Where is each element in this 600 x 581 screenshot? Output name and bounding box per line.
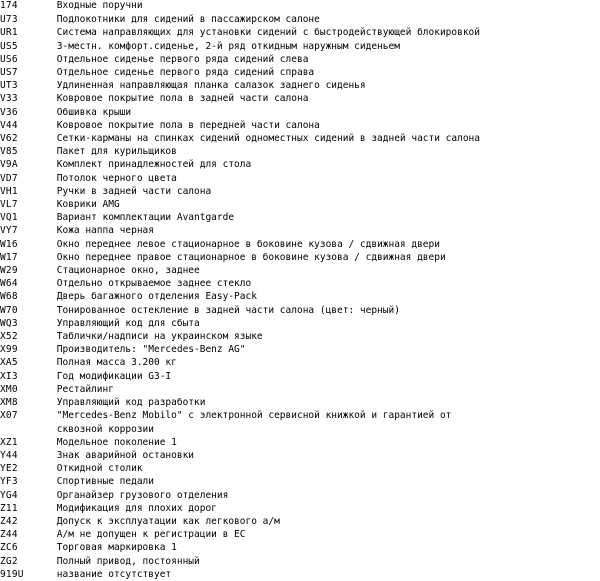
option-code: V9A bbox=[0, 159, 18, 171]
table-row bbox=[0, 290, 600, 303]
option-code: W16 bbox=[0, 238, 18, 250]
option-description: Коврики AMG bbox=[56, 199, 120, 211]
option-code: XM0 bbox=[0, 383, 18, 395]
option-code: VL7 bbox=[0, 199, 18, 211]
option-code: Y44 bbox=[0, 449, 18, 461]
table-row bbox=[0, 13, 600, 26]
option-description: название отсутствует bbox=[56, 568, 172, 580]
table-row bbox=[0, 383, 600, 396]
option-code: US5 bbox=[0, 40, 18, 52]
option-code: W68 bbox=[0, 291, 18, 303]
option-description: Органайзер грузового отделения bbox=[56, 489, 229, 501]
table-row bbox=[0, 277, 600, 290]
option-description: Спортивные педали bbox=[56, 476, 154, 488]
option-code: W70 bbox=[0, 304, 18, 316]
option-description: Удлиненная направляющая планка салазок заднего сиденья bbox=[56, 80, 366, 92]
option-description-continued: сквозной коррозии bbox=[56, 423, 154, 435]
option-code: V62 bbox=[0, 133, 18, 145]
table-row bbox=[0, 92, 600, 105]
option-description: Обшивка крыши bbox=[56, 106, 132, 118]
option-description: Ручки в задней части салона bbox=[56, 185, 212, 197]
option-code: V44 bbox=[0, 119, 18, 131]
option-code: Z11 bbox=[0, 502, 18, 514]
table-row bbox=[0, 106, 600, 119]
table-row bbox=[0, 541, 600, 554]
option-description: Полная масса 3.200 кг bbox=[56, 357, 177, 369]
option-description: Полный привод, постоянный bbox=[56, 555, 200, 567]
table-row bbox=[0, 462, 600, 475]
table-row bbox=[0, 304, 600, 317]
option-code: XI3 bbox=[0, 370, 18, 382]
table-row bbox=[0, 198, 600, 211]
option-code: X52 bbox=[0, 331, 18, 343]
option-code: W17 bbox=[0, 251, 18, 263]
option-description: Сетки-карманы на спинках сидений одноместных сидений в задней части салона bbox=[56, 133, 480, 145]
table-row bbox=[0, 79, 600, 92]
option-code: YE2 bbox=[0, 463, 18, 475]
option-code: W64 bbox=[0, 278, 18, 290]
table-row bbox=[0, 66, 600, 79]
option-description: Год модификации G3-I bbox=[56, 370, 172, 382]
option-code: VD7 bbox=[0, 172, 18, 184]
table-row bbox=[0, 40, 600, 53]
option-description: Управляющий код разработки bbox=[56, 397, 206, 409]
option-code: UR1 bbox=[0, 27, 18, 39]
table-row bbox=[0, 568, 600, 581]
table-row bbox=[0, 343, 600, 356]
option-code: W29 bbox=[0, 265, 18, 277]
option-description: Окно переднее правое стационарное в боковине кузова / сдвижная двери bbox=[56, 251, 446, 263]
table-row bbox=[0, 356, 600, 369]
table-row bbox=[0, 370, 600, 383]
option-description: Модельное поколение 1 bbox=[56, 436, 177, 448]
option-description: Дверь багажного отделения Easy-Pack bbox=[56, 291, 257, 303]
option-description: Торговая маркировка 1 bbox=[56, 542, 177, 554]
option-code: YF3 bbox=[0, 476, 18, 488]
option-description: "Mercedes-Benz Mobilo" с электронной сервисной книжкой и гарантией от bbox=[56, 410, 452, 422]
option-code: X99 bbox=[0, 344, 18, 356]
option-code: 174 bbox=[0, 0, 18, 11]
table-row bbox=[0, 145, 600, 158]
option-code: XA5 bbox=[0, 357, 18, 369]
table-row bbox=[0, 158, 600, 171]
option-description: Комплект принадлежностей для стола bbox=[56, 159, 252, 171]
table-row bbox=[0, 264, 600, 277]
option-description: Подлокотники для сидений в пассажирском салоне bbox=[56, 14, 320, 26]
option-code: US7 bbox=[0, 67, 18, 79]
option-description: Пакет для курильщиков bbox=[56, 146, 177, 158]
option-description: Кожа наппа черная bbox=[56, 225, 154, 237]
option-description: Ковровое покрытие пола в передней части салона bbox=[56, 119, 320, 131]
option-description: Отдельно открываемое заднее стекло bbox=[56, 278, 252, 290]
option-code: WQ3 bbox=[0, 317, 18, 329]
option-description: 3-местн. комфорт.сиденье, 2-й ряд откидным наружным сиденьем bbox=[56, 40, 400, 52]
option-code: VY7 bbox=[0, 225, 18, 237]
table-row bbox=[0, 211, 600, 224]
option-description: Отдельное сиденье первого ряда сидений справа bbox=[56, 67, 315, 79]
option-description: Откидной столик bbox=[56, 463, 143, 475]
table-row bbox=[0, 317, 600, 330]
option-code: ZC6 bbox=[0, 542, 18, 554]
option-description: Входные поручни bbox=[56, 0, 143, 11]
table-row bbox=[0, 26, 600, 39]
table-row bbox=[0, 238, 600, 251]
option-code: Z42 bbox=[0, 515, 18, 527]
option-description: Рестайлинг bbox=[56, 383, 114, 395]
table-row bbox=[0, 185, 600, 198]
table-row bbox=[0, 555, 600, 568]
option-description: Тонированное остекление в задней части салона (цвет: черный) bbox=[56, 304, 400, 316]
option-description: Модификация для плохих дорог bbox=[56, 502, 217, 514]
option-code: U73 bbox=[0, 14, 18, 26]
table-row bbox=[0, 396, 600, 409]
option-description: Потолок черного цвета bbox=[56, 172, 177, 184]
table-row bbox=[0, 502, 600, 515]
option-code: XZ1 bbox=[0, 436, 18, 448]
option-code: XM8 bbox=[0, 397, 18, 409]
option-code: Z44 bbox=[0, 529, 18, 541]
table-row bbox=[0, 172, 600, 185]
option-code: X07 bbox=[0, 410, 18, 422]
option-description: А/м не допущен к регистрации в ЕС bbox=[56, 529, 246, 541]
option-description: Ковровое покрытие пола в задней части салона bbox=[56, 93, 309, 105]
table-row bbox=[0, 436, 600, 449]
option-code: V36 bbox=[0, 106, 18, 118]
option-description: Знак аварийной остановки bbox=[56, 449, 195, 461]
table-row-continuation bbox=[0, 423, 600, 436]
option-code: V33 bbox=[0, 93, 18, 105]
table-row bbox=[0, 0, 600, 12]
option-description: Система направляющих для установки сидений с быстродействующей блокировкой bbox=[56, 27, 480, 39]
option-description: Окно переднее левое стационарное в боковине кузова / сдвижная двери bbox=[56, 238, 440, 250]
option-code: VH1 bbox=[0, 185, 18, 197]
table-row bbox=[0, 251, 600, 264]
option-code-empty bbox=[0, 423, 57, 436]
table-row bbox=[0, 330, 600, 343]
table-row bbox=[0, 475, 600, 488]
option-description: Таблички/надписи на украинском языке bbox=[56, 331, 263, 343]
table-row bbox=[0, 528, 600, 541]
option-code: 919U bbox=[0, 568, 24, 580]
option-description: Управляющий код для сбыта bbox=[56, 317, 200, 329]
option-code: VQ1 bbox=[0, 212, 18, 224]
option-description: Допуск к эксплуатации как легкового а/м bbox=[56, 515, 280, 527]
table-row bbox=[0, 132, 600, 145]
option-description: Отдельное сиденье первого ряда сидений слева bbox=[56, 53, 309, 65]
table-row bbox=[0, 53, 600, 66]
table-row bbox=[0, 515, 600, 528]
option-code: UT3 bbox=[0, 80, 18, 92]
table-row bbox=[0, 119, 600, 132]
option-code: US6 bbox=[0, 53, 18, 65]
table-row bbox=[0, 489, 600, 502]
option-code: YG4 bbox=[0, 489, 18, 501]
option-code: ZG2 bbox=[0, 555, 18, 567]
table-row bbox=[0, 409, 600, 422]
option-description: Стационарное окно, заднее bbox=[56, 265, 200, 277]
table-row bbox=[0, 449, 600, 462]
option-code: V85 bbox=[0, 146, 18, 158]
option-description: Вариант комплектации Avantgarde bbox=[56, 212, 235, 224]
option-description: Производитель: "Mercedes-Benz AG" bbox=[56, 344, 246, 356]
table-row bbox=[0, 224, 600, 237]
